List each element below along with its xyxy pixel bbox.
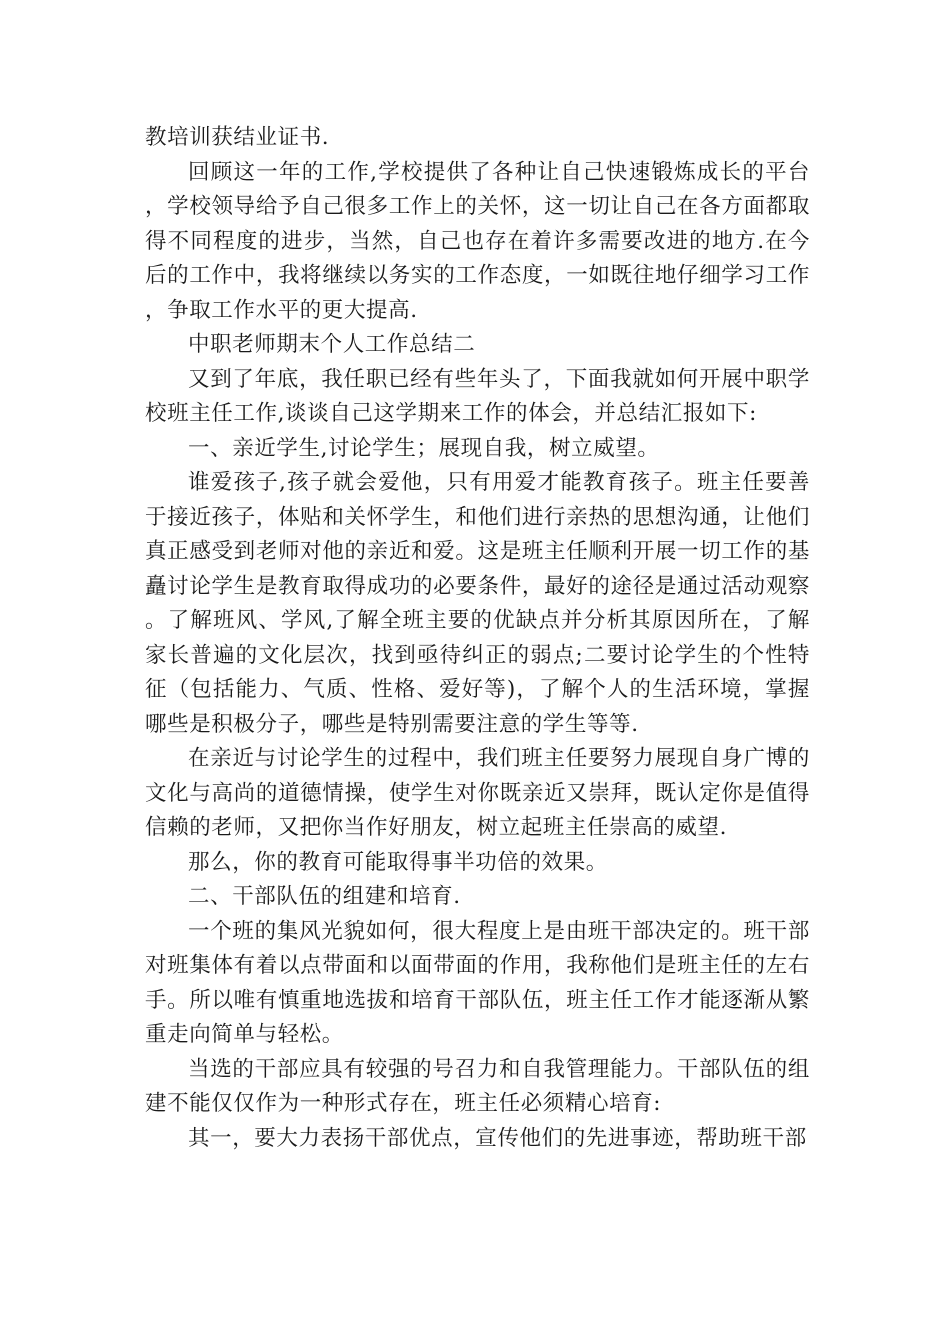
- paragraph-cadres: 一个班的集风光貌如何，很大程度上是由班干部决定的。班干部对班集体有着以点带面和以面带面的作用，我称他们是班主任的左右手。所以唯有慎重地选拔和培育干部队伍，班主任工作才能逐渐从繁重走向简单与轻松。: [145, 918, 810, 1047]
- paragraph-review: 回顾这一年的工作,学校提供了各种让自己快速锻炼成长的平台，学校领导给予自己很多工作上的关怀，这一切让自己在各方面都取得不同程度的进步，当然，自己也存在着许多需要改进的地方.在今后的工作中，我将继续以务实的工作态度，一如既往地仔细学习工作，争取工作水平的更大提高.: [145, 159, 810, 323]
- paragraph-effect: 那么，你的教育可能取得事半功倍的效果。: [188, 849, 608, 875]
- paragraph-cadre-training: 当选的干部应具有较强的号召力和自我管理能力。干部队伍的组建不能仅仅作为一种形式存在，班主任必须精心培育:: [145, 1056, 810, 1116]
- paragraph-intro: 又到了年底，我任职已经有些年头了，下面我就如何开展中职学校班主任工作,谈谈自己这学期来工作的体会，并总结汇报如下:: [145, 366, 810, 426]
- document-body: [145, 121, 810, 1156]
- subheading-two: 二、干部队伍的组建和培育.: [188, 884, 461, 909]
- paragraph-love-students: 谁爱孩子,孩子就会爱他，只有用爱才能教育孩子。班主任要善于接近孩子，体贴和关怀学生，和他们进行亲热的思想沟通，让他们真正感受到老师对他的亲近和爱。这是班主任顺利开展一切工作的基矗讨论学生是教育取得成功的必要条件，最好的途径是通过活动观察。了解班风、学风,了解全班主要的优缺点并分析其原因所在，了解家长普遍的文化层次，找到亟待纠正的弱点;二要讨论学生的个性特征（包括能力、气质、性格、爱好等)，了解个人的生活环境，掌握哪些是积极分子，哪些是特别需要注意的学生等等.: [145, 470, 810, 737]
- subheading-one: 一、亲近学生,讨论学生；展现自我，树立威望。: [188, 435, 660, 461]
- section-title: 中职老师期末个人工作总结二: [188, 332, 476, 357]
- paragraph-first-point: 其一，要大力表扬干部优点，宣传他们的先进事迹，帮助班干部: [188, 1125, 807, 1151]
- paragraph-continuation: 教培训获结业证书.: [145, 125, 330, 150]
- paragraph-prestige: 在亲近与讨论学生的过程中，我们班主任要努力展现自身广博的文化与高尚的道德情操，使学生对你既亲近又崇拜，既认定你是值得信赖的老师，又把你当作好朋友，树立起班主任崇高的威望.: [145, 746, 810, 840]
